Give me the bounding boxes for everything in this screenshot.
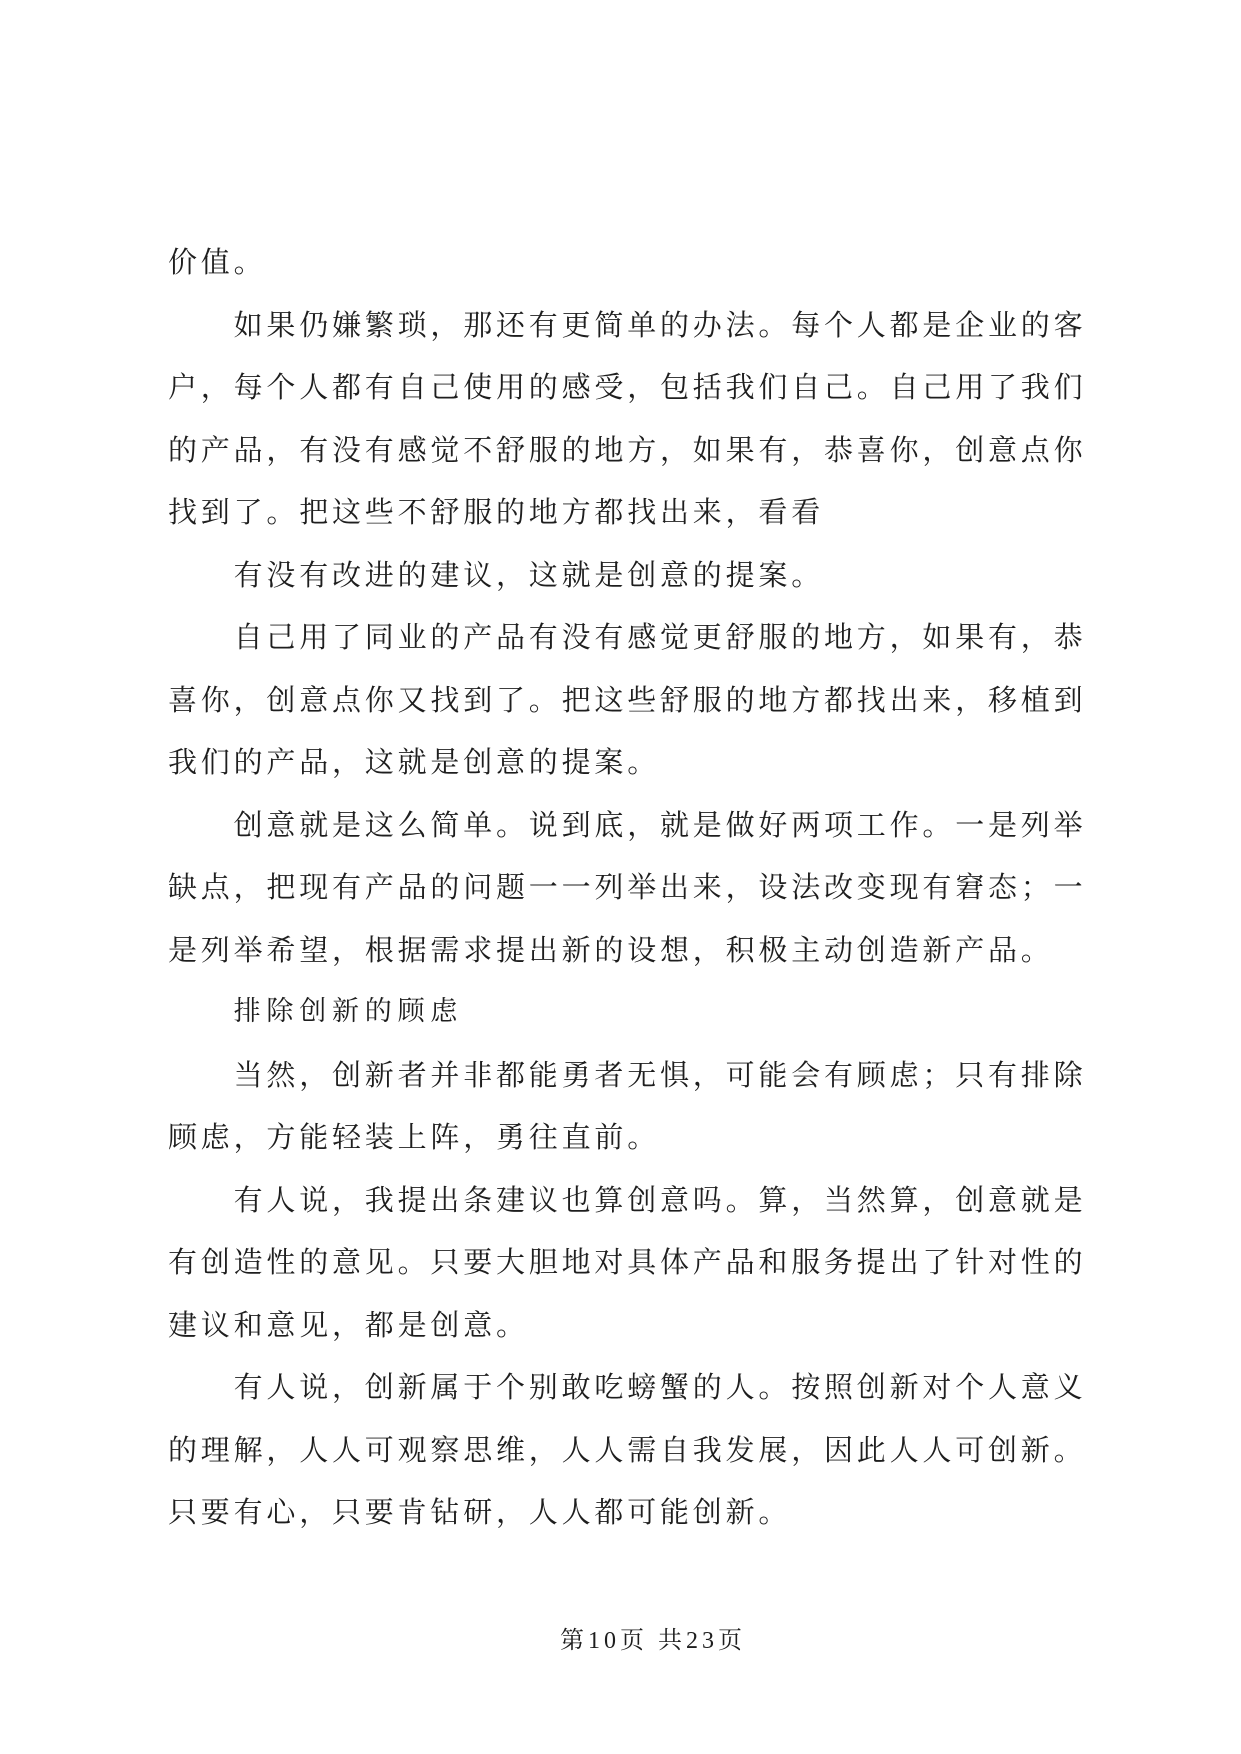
paragraph — [168, 606, 1098, 794]
text-line: 有人说，我提出条建议也算创意吗。算，当然算，创意就是 — [233, 1182, 1087, 1217]
text-line: 当然，创新者并非都能勇者无惧，可能会有顾虑；只有排除 — [233, 1057, 1087, 1092]
section-heading — [168, 981, 1098, 1044]
text-line: 有人说，创新属于个别敢吃螃蟹的人。按照创新对个人意义 — [233, 1370, 1087, 1404]
paragraph — [168, 544, 1098, 607]
text-line: 的产品，有没有感觉不舒服的地方，如果有，恭喜你，创意点你 — [168, 432, 1087, 467]
text-line: 自己用了同业的产品有没有感觉更舒服的地方，如果有，恭 — [233, 620, 1087, 654]
paragraph — [168, 1044, 1098, 1169]
text-line: 喜你，创意点你又找到了。把这些舒服的地方都找出来，移植到 — [168, 682, 1087, 717]
text-line: 创意就是这么简单。说到底，就是做好两项工作。一是列举 — [233, 807, 1087, 842]
paragraph — [168, 794, 1098, 982]
text-line: 只要有心，只要肯钻研，人人都可能创新。 — [168, 1495, 792, 1529]
text-line: 有没有改进的建议，这就是创意的提案。 — [233, 557, 824, 592]
page-number-label: 第10页 共23页 — [560, 1628, 746, 1654]
text-line: 如果仍嫌繁琐，那还有更简单的办法。每个人都是企业的客 — [233, 307, 1087, 342]
text-line: 建议和意见，都是创意。 — [168, 1307, 529, 1342]
paragraph — [168, 1169, 1098, 1357]
section-heading-text: 排除创新的顾虑 — [233, 996, 464, 1027]
paragraph — [168, 231, 1098, 294]
text-line: 户，每个人都有自己使用的感受，包括我们自己。自己用了我们 — [168, 370, 1087, 404]
text-line: 价值。 — [168, 245, 267, 279]
text-line: 有创造性的意见。只要大胆地对具体产品和服务提出了针对性的 — [168, 1245, 1087, 1279]
document-body — [168, 231, 1098, 1544]
text-line: 缺点，把现有产品的问题一一列举出来，设法改变现有窘态；一 — [168, 870, 1087, 904]
page-footer — [560, 1625, 746, 1657]
text-line: 我们的产品，这就是创意的提案。 — [168, 745, 661, 779]
text-line: 是列举希望，根据需求提出新的设想，积极主动创造新产品。 — [168, 932, 1054, 967]
paragraph — [168, 294, 1098, 544]
text-line: 顾虑，方能轻装上阵，勇往直前。 — [168, 1120, 661, 1154]
paragraph — [168, 1356, 1098, 1544]
text-line: 找到了。把这些不舒服的地方都找出来，看看 — [168, 495, 825, 529]
text-line: 的理解，人人可观察思维，人人需自我发展，因此人人可创新。 — [168, 1432, 1087, 1467]
